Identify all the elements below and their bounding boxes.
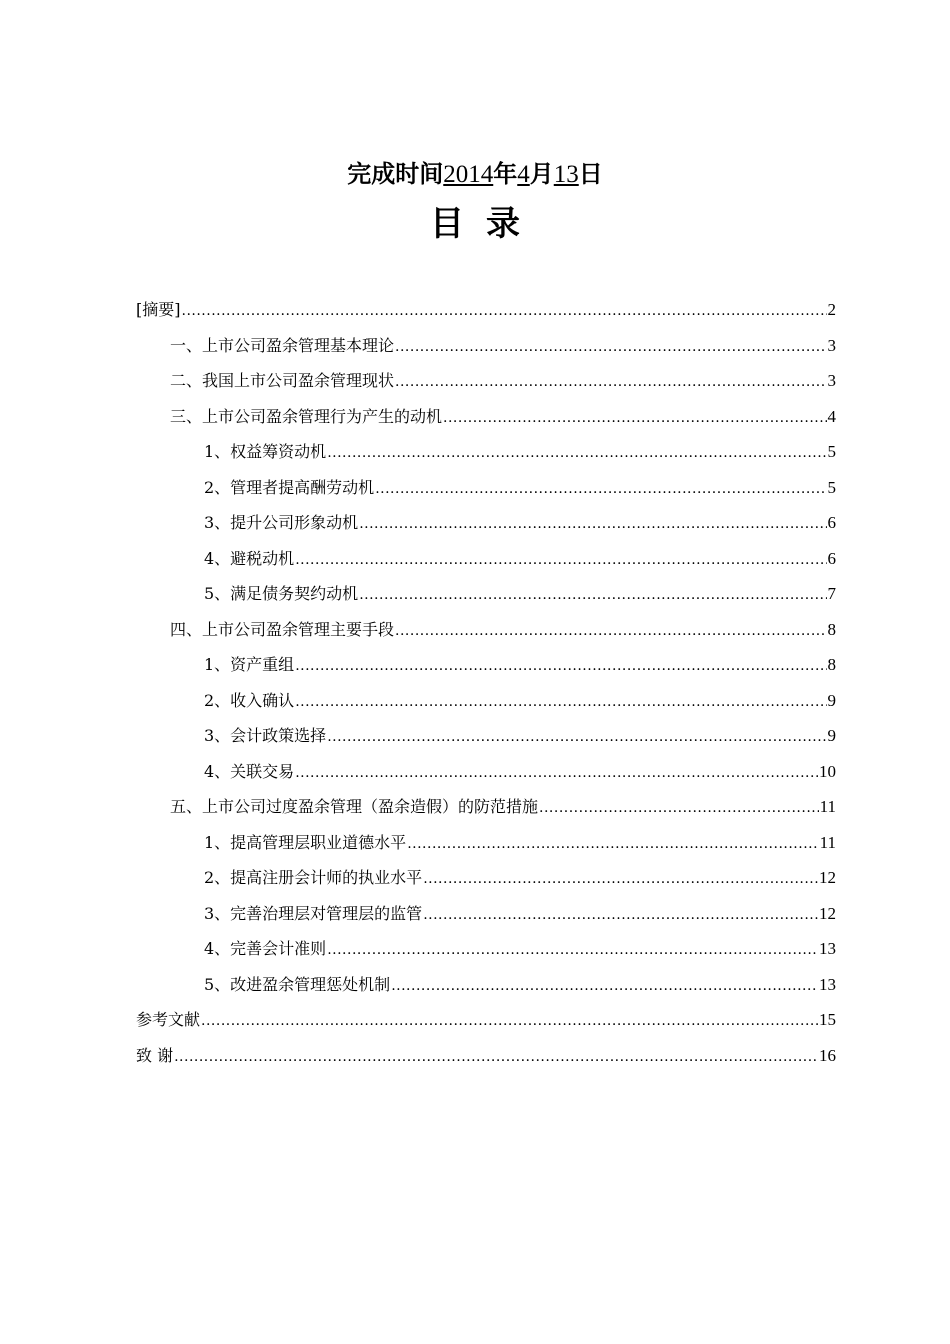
toc-entry[interactable] [136,328,836,364]
toc-title: 目录 [430,204,542,244]
toc-entry[interactable] [136,825,836,861]
toc-entry-label: 5、满足债务契约动机 [204,584,359,603]
toc-entry-label: 5、改进盈余管理惩处机制 [204,974,391,994]
toc-entry-label: 2、提高注册会计师的执业水平 [204,868,423,887]
toc-entry[interactable] [136,896,836,932]
toc-leader-dots [423,862,818,898]
toc-entry[interactable] [136,505,836,541]
toc-entry-page: 11 [819,832,836,852]
toc-entry-label: 4、关联交易 [204,761,295,781]
toc-entry-label: 五、上市公司过度盈余管理（盈余造假）的防范措施 [170,797,539,816]
toc-entry-page: 8 [827,619,836,639]
toc-entry-label: 4、完善会计准则 [204,939,327,958]
toc-entry[interactable] [136,612,836,648]
toc-entry-page: 7 [827,584,836,603]
completion-day-suffix: 日 [578,160,603,188]
toc-entry-page: 12 [819,903,836,923]
toc-entry[interactable] [136,718,836,754]
toc-leader-dots [295,685,826,721]
toc-entry-page: 12 [819,868,836,887]
toc-entry-label: 参考文献 [136,1010,201,1029]
toc-entry-label: 四、上市公司盈余管理主要手段 [170,619,395,639]
completion-prefix: 完成时间 [347,160,444,188]
toc-entry-page: 5 [827,442,836,461]
toc-entry[interactable] [136,1002,836,1038]
toc-entry-page: 13 [819,974,836,994]
toc-leader-dots [295,649,826,685]
toc-entry-label: 1、提高管理层职业道德水平 [204,832,407,852]
toc-entry-page: 5 [827,477,836,497]
completion-year-suffix: 年 [493,160,518,188]
toc-leader-dots [295,756,818,792]
table-of-contents [136,292,836,1073]
toc-entry-label: 一、上市公司盈余管理基本理论 [170,335,395,355]
toc-entry-label: 2、收入确认 [204,690,295,710]
toc-entry-page: 15 [819,1010,836,1029]
toc-entry-label: 二、我国上市公司盈余管理现状 [170,371,395,390]
toc-entry-label: 3、提升公司形象动机 [204,513,359,532]
toc-entry-page: 3 [827,335,836,355]
toc-entry-page: 10 [819,761,836,781]
toc-entry[interactable] [136,363,836,399]
toc-entry-page: 4 [827,406,836,426]
toc-leader-dots [407,827,818,863]
toc-leader-dots [295,543,826,579]
toc-entry-label: 三、上市公司盈余管理行为产生的动机 [170,406,443,426]
toc-entry-page: 6 [827,513,836,532]
toc-leader-dots [359,578,826,614]
toc-entry[interactable] [136,789,836,825]
toc-leader-dots [539,791,819,827]
completion-date [0,156,950,193]
toc-entry-label: 1、权益筹资动机 [204,442,327,461]
toc-entry[interactable] [136,541,836,577]
toc-leader-dots [375,472,826,508]
toc-entry-label: 3、完善治理层对管理层的监管 [204,903,423,923]
toc-leader-dots [327,720,826,756]
toc-entry[interactable] [136,292,836,328]
toc-entry-page: 9 [827,726,836,745]
completion-year: 2014 [443,161,494,188]
toc-entry-page: 13 [819,939,836,958]
toc-entry[interactable] [136,647,836,683]
toc-entry[interactable] [136,931,836,967]
toc-leader-dots [359,507,826,543]
toc-entry-label: [摘要] [136,300,181,319]
toc-entry-page: 11 [819,797,836,816]
toc-entry[interactable] [136,576,836,612]
toc-leader-dots [174,1040,818,1076]
toc-entry[interactable] [136,754,836,790]
completion-day: 13 [553,161,579,188]
toc-entry-label: 致 谢 [136,1045,174,1065]
toc-leader-dots [391,969,818,1005]
toc-entry-page: 2 [827,300,836,319]
toc-entry-page: 3 [827,371,836,390]
toc-entry-page: 16 [819,1045,836,1065]
toc-entry-label: 2、管理者提高酬劳动机 [204,477,375,497]
toc-leader-dots [201,1004,818,1040]
toc-entry[interactable] [136,967,836,1003]
toc-entry[interactable] [136,1038,836,1074]
toc-leader-dots [395,614,826,650]
toc-entry[interactable] [136,860,836,896]
completion-month: 4 [517,161,530,188]
toc-leader-dots [423,898,818,934]
toc-leader-dots [327,933,818,969]
toc-leader-dots [327,436,826,472]
toc-leader-dots [182,294,827,330]
toc-entry-label: 4、避税动机 [204,548,295,568]
toc-leader-dots [395,330,826,366]
toc-entry[interactable] [136,399,836,435]
toc-leader-dots [443,401,826,437]
completion-month-suffix: 月 [529,160,554,188]
toc-leader-dots [395,365,826,401]
toc-entry[interactable] [136,470,836,506]
toc-entry-page: 6 [827,548,836,568]
toc-entry[interactable] [136,434,836,470]
toc-entry-page: 8 [827,655,836,674]
toc-entry-label: 1、资产重组 [204,655,295,674]
toc-entry-label: 3、会计政策选择 [204,726,327,745]
toc-entry-page: 9 [827,690,836,710]
toc-entry[interactable] [136,683,836,719]
